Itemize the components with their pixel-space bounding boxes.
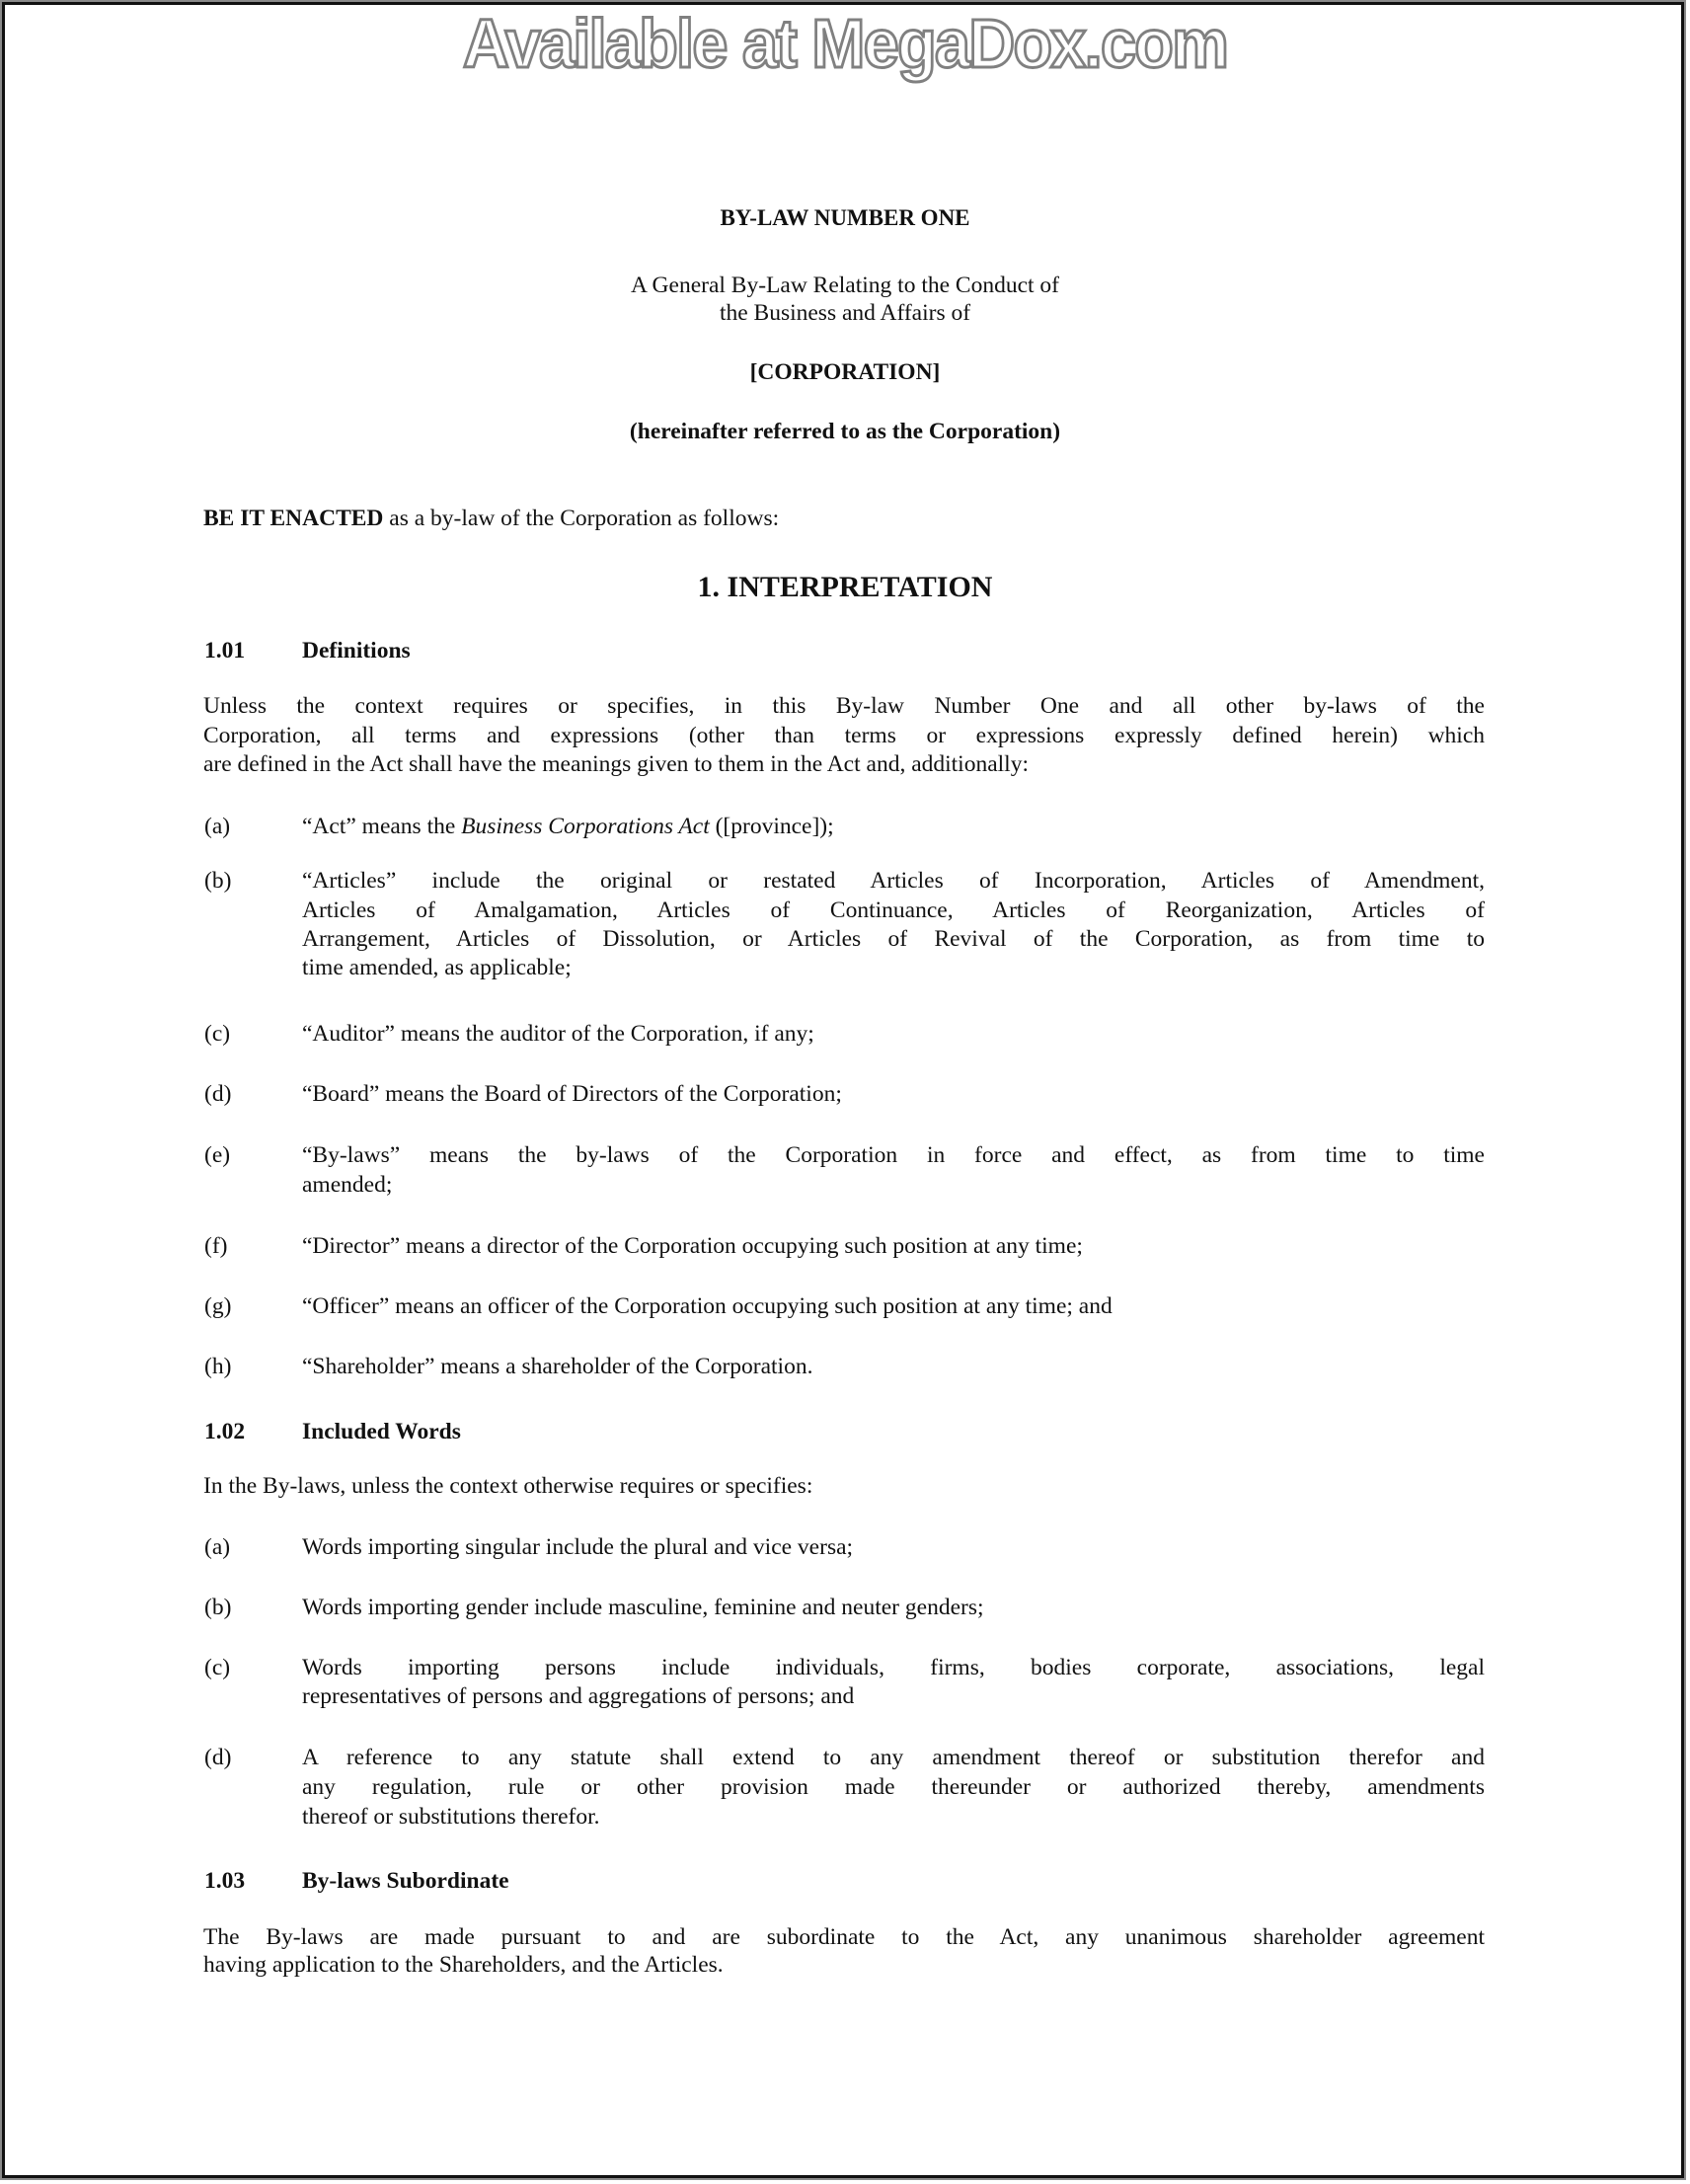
- definition-bylaws-line-1: “By-laws” means the by-laws of the Corporation in force and effect, as from time to time: [302, 1142, 1485, 1168]
- definition-auditor: “Auditor” means the auditor of the Corporation, if any;: [302, 1021, 814, 1047]
- clause-number-1-03: 1.03: [204, 1868, 246, 1894]
- act-name-italic: Business Corporations Act: [461, 814, 710, 839]
- hereinafter-note: (hereinafter referred to as the Corporation): [629, 419, 1061, 444]
- included-label-d: (d): [204, 1745, 232, 1770]
- included-label-b: (b): [204, 1595, 232, 1620]
- definition-label-a: (a): [204, 814, 231, 839]
- included-statute-line-3: thereof or substitutions therefor.: [302, 1804, 600, 1830]
- definition-articles-line-1: “Articles” include the original or restated Articles of Incorporation, Articles of Amendment,: [302, 868, 1485, 894]
- definition-officer: “Officer” means an officer of the Corporation occupying such position at any time; and: [302, 1293, 1113, 1319]
- enactment-text: as a by-law of the Corporation as follows:: [383, 506, 780, 531]
- clause-number-1-01: 1.01: [204, 638, 246, 663]
- definition-shareholder: “Shareholder” means a shareholder of the Corporation.: [302, 1354, 813, 1379]
- enactment-clause: [203, 505, 1485, 533]
- definition-articles-line-4: time amended, as applicable;: [302, 955, 572, 980]
- subordinate-body-line-2: having application to the Shareholders, and the Articles.: [203, 1952, 724, 1978]
- definition-act: [302, 813, 1485, 841]
- definition-articles-line-3: Arrangement, Articles of Dissolution, or Articles of Revival of the Corporation, as from time to: [302, 926, 1485, 952]
- document-title: BY-LAW NUMBER ONE: [720, 205, 970, 230]
- definition-label-c: (c): [204, 1021, 231, 1047]
- definition-label-g: (g): [204, 1293, 232, 1319]
- subtitle-line-1: A General By-Law Relating to the Conduct of: [631, 273, 1059, 298]
- subtitle-line-2: the Business and Affairs of: [719, 300, 971, 326]
- definition-label-h: (h): [204, 1354, 232, 1379]
- subordinate-body-line-1: The By-laws are made pursuant to and are subordinate to the Act, any unanimous shareholder agreement: [203, 1924, 1485, 1950]
- clause-title-definitions: Definitions: [302, 638, 411, 663]
- included-persons-line-1: Words importing persons include individuals, firms, bodies corporate, associations, legal: [302, 1655, 1485, 1680]
- definition-bylaws-line-2: amended;: [302, 1172, 393, 1198]
- definitions-intro-line-1: Unless the context requires or specifies, in this By-law Number One and all other by-laws of the: [203, 693, 1485, 719]
- definitions-intro-line-2: Corporation, all terms and expressions (other than terms or expressions expressly defined herein) which: [203, 723, 1485, 748]
- definition-act-text: “Act” means the: [302, 814, 462, 839]
- clause-title-included-words: Included Words: [302, 1419, 461, 1444]
- definition-label-d: (d): [204, 1081, 232, 1107]
- definition-director: “Director” means a director of the Corporation occupying such position at any time;: [302, 1233, 1083, 1259]
- included-label-c: (c): [204, 1655, 231, 1680]
- included-statute-line-2: any regulation, rule or other provision made thereunder or authorized thereby, amendments: [302, 1774, 1485, 1800]
- definition-label-e: (e): [204, 1142, 231, 1168]
- included-words-intro: In the By-laws, unless the context otherwise requires or specifies:: [203, 1473, 813, 1499]
- included-gender: Words importing gender include masculine, feminine and neuter genders;: [302, 1595, 984, 1620]
- clause-title-bylaws-subordinate: By-laws Subordinate: [302, 1868, 509, 1894]
- definition-board: “Board” means the Board of Directors of the Corporation;: [302, 1081, 842, 1107]
- definitions-intro-line-3: are defined in the Act shall have the meanings given to them in the Act and, additionally:: [203, 751, 1029, 777]
- included-statute-line-1: A reference to any statute shall extend to any amendment thereof or substitution therefor and: [302, 1745, 1485, 1770]
- section-heading-interpretation: 1. INTERPRETATION: [697, 571, 993, 603]
- definition-label-f: (f): [204, 1233, 228, 1259]
- enactment-bold: BE IT ENACTED: [203, 506, 384, 531]
- watermark-banner: Available at MegaDox.com: [462, 5, 1228, 82]
- included-label-a: (a): [204, 1534, 231, 1560]
- included-singular: Words importing singular include the plural and vice versa;: [302, 1534, 854, 1560]
- definition-articles-line-2: Articles of Amalgamation, Articles of Continuance, Articles of Reorganization, Articles of: [302, 897, 1485, 923]
- corporation-placeholder: [CORPORATION]: [749, 359, 941, 385]
- definition-act-suffix: ([province]);: [709, 814, 834, 839]
- clause-number-1-02: 1.02: [204, 1419, 246, 1444]
- included-persons-line-2: representatives of persons and aggregations of persons; and: [302, 1683, 855, 1709]
- definition-label-b: (b): [204, 868, 232, 894]
